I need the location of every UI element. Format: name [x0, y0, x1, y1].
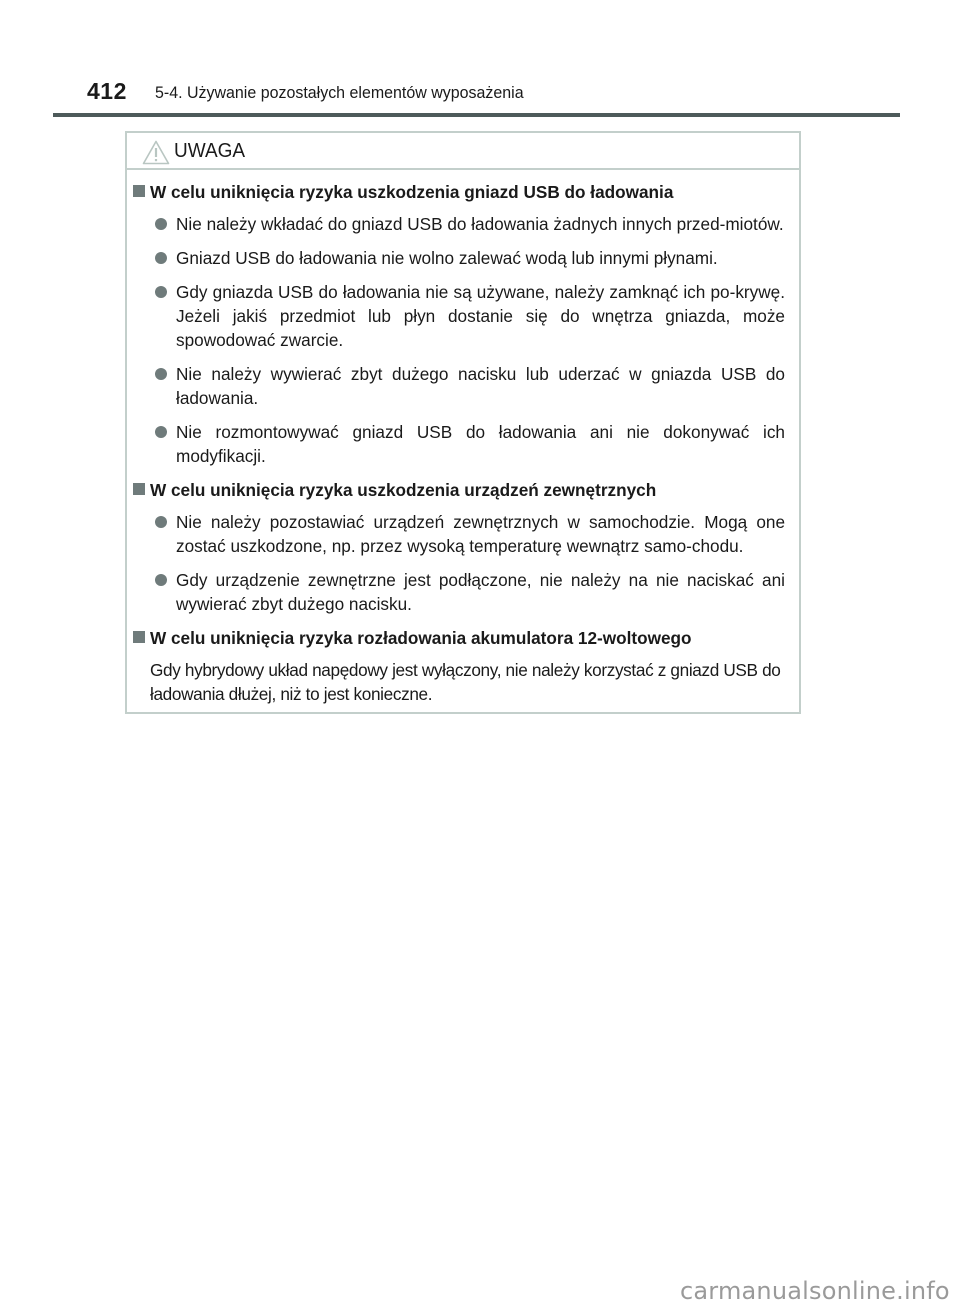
list-item-text: Nie rozmontowywać gniazd USB do ładowania ani nie dokonywać ich modyfikacji.: [176, 422, 785, 466]
square-bullet-icon: [133, 185, 145, 197]
circle-bullet-icon: [155, 286, 167, 298]
section-heading: [131, 478, 785, 502]
warning-box: [125, 131, 801, 714]
list-item: [131, 362, 785, 410]
list-item-text: Gdy gniazda USB do ładowania nie są używane, należy zamknąć ich po-krywę. Jeżeli jakiś przedmiot lub płyn dostanie się do wnętrza gniazda, może spowodować zwarcie.: [176, 282, 785, 350]
square-bullet-icon: [133, 631, 145, 643]
section-heading: [131, 180, 785, 204]
list-item: [131, 212, 785, 236]
warning-body: [127, 170, 799, 706]
circle-bullet-icon: [155, 252, 167, 264]
circle-bullet-icon: [155, 218, 167, 230]
section-heading-text: W celu uniknięcia ryzyka rozładowania akumulatora 12-woltowego: [150, 628, 692, 648]
circle-bullet-icon: [155, 426, 167, 438]
watermark: carmanualsonline.info: [680, 1277, 950, 1305]
list-item-text: Nie należy wywierać zbyt dużego nacisku lub uderzać w gniazda USB do ładowania.: [176, 364, 785, 408]
header-divider: [53, 113, 900, 117]
list-item: [131, 420, 785, 468]
page-number: 412: [87, 78, 127, 104]
warning-triangle-icon: [142, 140, 170, 165]
list-item: [131, 568, 785, 616]
list-item-text: Nie należy pozostawiać urządzeń zewnętrznych w samochodzie. Mogą one zostać uszkodzone, np. przez wysoką temperaturę wewnątrz samo-chodu.: [176, 512, 785, 556]
page-header: [53, 78, 900, 118]
square-bullet-icon: [133, 483, 145, 495]
section-heading-text: W celu uniknięcia ryzyka uszkodzenia gniazd USB do ładowania: [150, 182, 674, 202]
list-item-text: Gniazd USB do ładowania nie wolno zalewać wodą lub innymi płynami.: [176, 248, 718, 268]
circle-bullet-icon: [155, 516, 167, 528]
list-item: [131, 510, 785, 558]
list-item-text: Nie należy wkładać do gniazd USB do ładowania żadnych innych przed-miotów.: [176, 214, 784, 234]
section-heading-text: W celu uniknięcia ryzyka uszkodzenia urządzeń zewnętrznych: [150, 480, 657, 500]
paragraph: Gdy hybrydowy układ napędowy jest wyłączony, nie należy korzystać z gniazd USB do ładowania dłużej, niż to jest konieczne.: [150, 660, 781, 704]
list-item: [131, 246, 785, 270]
circle-bullet-icon: [155, 574, 167, 586]
warning-header: [127, 133, 799, 170]
circle-bullet-icon: [155, 368, 167, 380]
warning-title: UWAGA: [174, 140, 246, 162]
list-item: [131, 280, 785, 352]
section-heading: [131, 626, 785, 650]
list-item-text: Gdy urządzenie zewnętrzne jest podłączone, nie należy na nie naciskać ani wywierać zbyt dużego nacisku.: [176, 570, 785, 614]
section-title: 5-4. Używanie pozostałych elementów wyposażenia: [155, 83, 524, 102]
